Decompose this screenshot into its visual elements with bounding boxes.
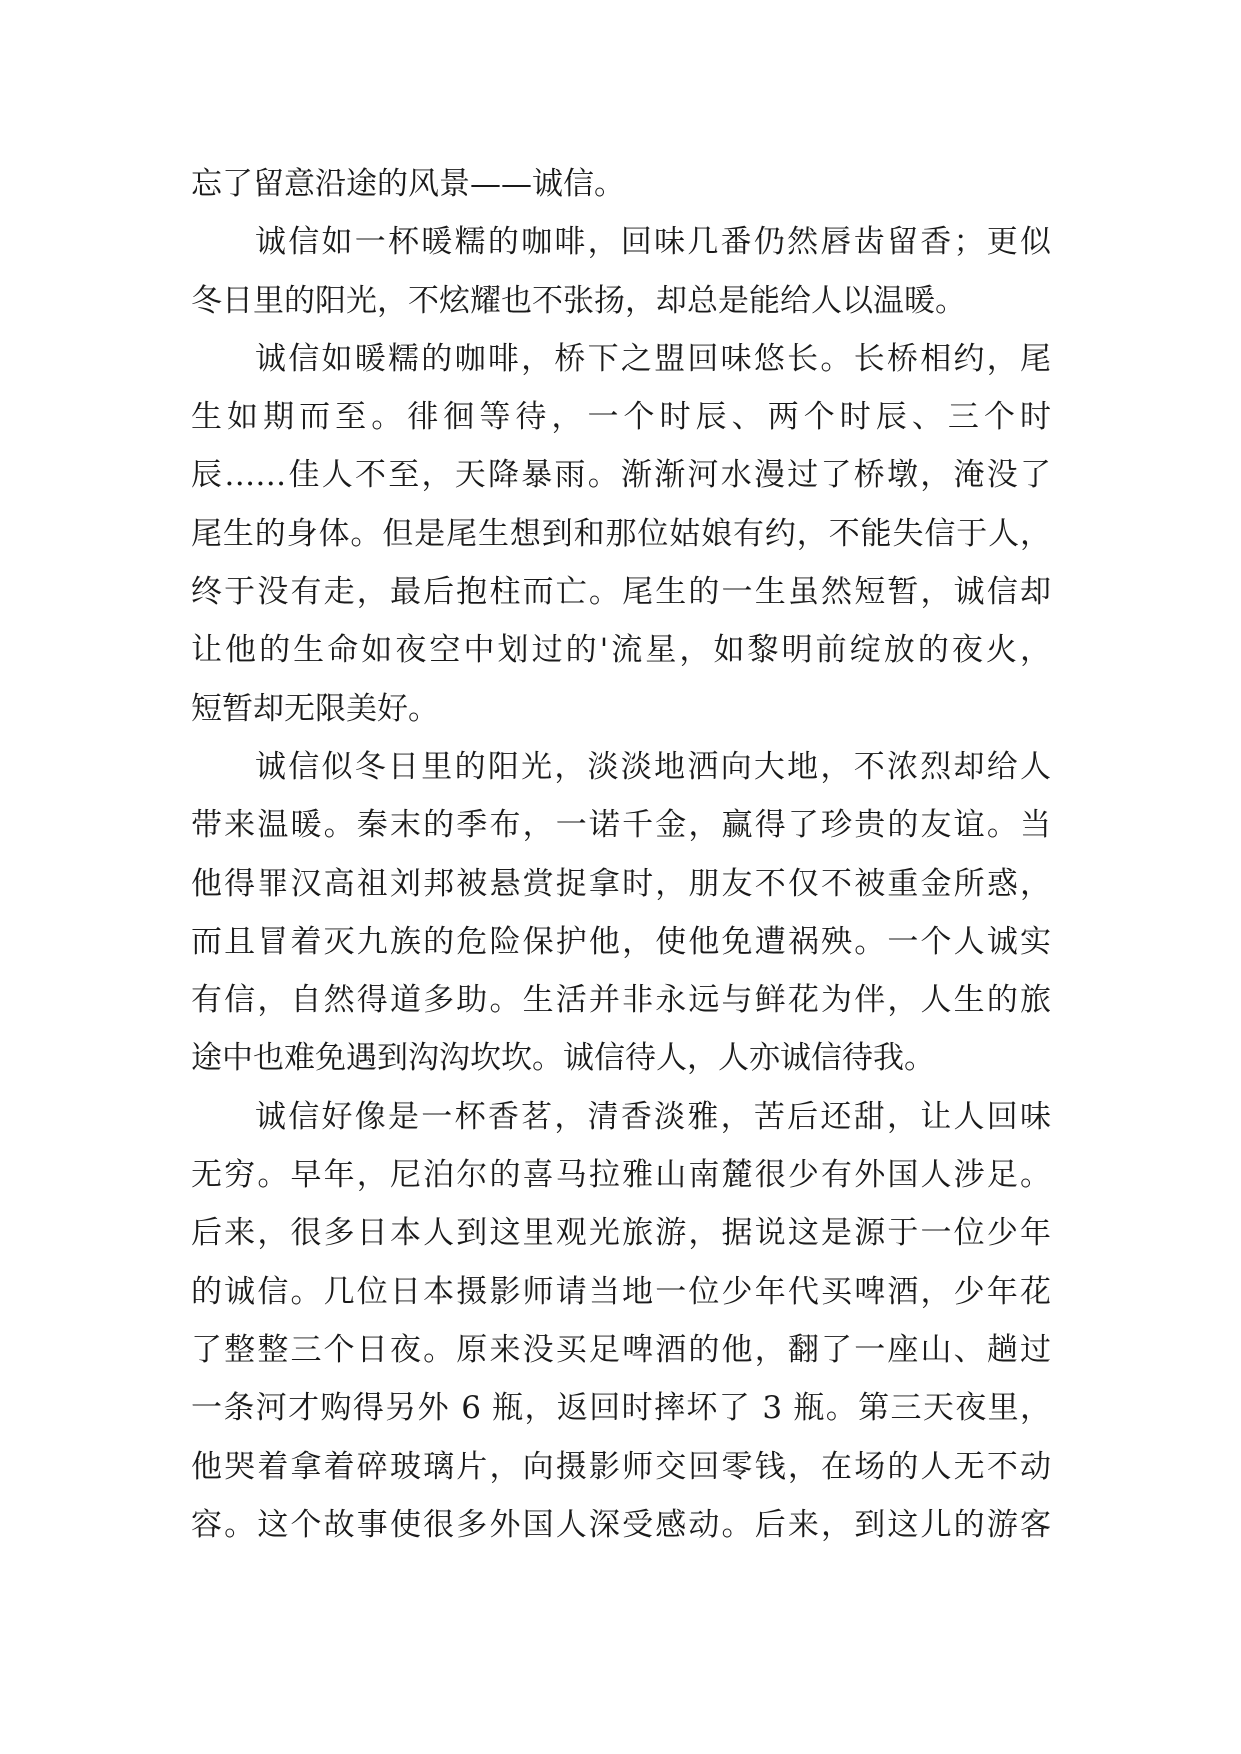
text-line: 生如期而至。徘徊等待，一个时辰、两个时辰、三个时 (191, 399, 1051, 436)
text-line: 后来，很多日本人到这里观光旅游，据说这是源于一位少年 (191, 1215, 1051, 1252)
text-line: 了整整三个日夜。原来没买足啤酒的他，翻了一座山、趟过 (191, 1331, 1051, 1368)
paragraph-first-line: 诚信似冬日里的阳光，淡淡地洒向大地，不浓烈却给人 (255, 748, 1051, 785)
paragraph-first-line: 诚信如暖糯的咖啡，桥下之盟回味悠长。长桥相约，尾 (255, 340, 1051, 377)
text-line: 的诚信。几位日本摄影师请当地一位少年代买啤酒，少年花 (191, 1273, 1051, 1310)
text-line: 带来温暖。秦末的季布，一诺千金，赢得了珍贵的友谊。当 (191, 807, 1051, 844)
text-line: 容。这个故事使很多外国人深受感动。后来，到这儿的游客 (191, 1506, 1051, 1543)
text-line: 有信，自然得道多助。生活并非永远与鲜花为伴，人生的旅 (191, 982, 1051, 1019)
text-line: 终于没有走，最后抱柱而亡。尾生的一生虽然短暂，诚信却 (191, 574, 1051, 611)
text-line: 无穷。早年，尼泊尔的喜马拉雅山南麓很少有外国人涉足。 (191, 1157, 1051, 1194)
text-line: 辰……佳人不至，天降暴雨。渐渐河水漫过了桥墩，淹没了 (191, 457, 1051, 494)
text-line: 他得罪汉高祖刘邦被悬赏捉拿时，朋友不仅不被重金所惑， (191, 865, 1051, 902)
paragraph-first-line: 诚信如一杯暖糯的咖啡，回味几番仍然唇齿留香；更似 (255, 224, 1051, 261)
paragraph-first-line: 诚信好像是一杯香茗，清香淡雅，苦后还甜，让人回味 (255, 1098, 1051, 1135)
text-line: 尾生的身体。但是尾生想到和那位姑娘有约，不能失信于人， (191, 515, 1051, 552)
text-line: 而且冒着灭九族的危险保护他，使他免遭祸殃。一个人诚实 (191, 923, 1051, 960)
text-line: 冬日里的阳光，不炫耀也不张扬，却总是能给人以温暖。 (191, 282, 966, 319)
text-line: 途中也难免遇到沟沟坎坎。诚信待人，人亦诚信待我。 (191, 1040, 935, 1077)
text-line: 短暂却无限美好。 (191, 690, 439, 727)
essay-body (191, 155, 1051, 1554)
text-line: 让他的生命如夜空中划过的'流星，如黎明前绽放的夜火， (191, 632, 1051, 669)
text-line: 他哭着拿着碎玻璃片，向摄影师交回零钱，在场的人无不动 (191, 1448, 1051, 1485)
text-line: 一条河才购得另外 6 瓶，返回时摔坏了 3 瓶。第三天夜里， (191, 1390, 1051, 1427)
text-line: 忘了留意沿途的风景——诚信。 (191, 166, 625, 202)
